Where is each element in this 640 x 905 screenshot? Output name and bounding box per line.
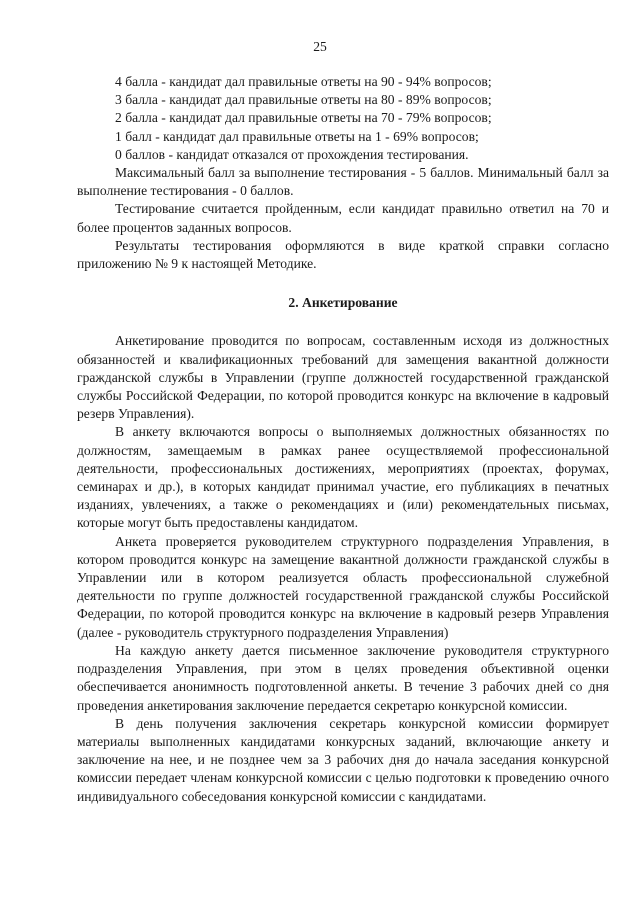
section-heading: 2. Анкетирование [288, 295, 398, 311]
paragraph: На каждую анкету дается письменное заключение руководителя структурного подразделения Управления, при этом в целях проведения объективной оценки обеспечивается анонимность подготовленной анкеты. В течение 3 рабочих дней со дня проведения анкетирования заключение передается секретарю конкурсной комиссии. [77, 642, 609, 713]
paragraph: Результаты тестирования оформляются в виде краткой справки согласно приложению № 9 к настоящей Методике. [77, 237, 609, 272]
score-line: 3 балла - кандидат дал правильные ответы на 80 - 89% вопросов; [115, 92, 492, 108]
score-line: 0 баллов - кандидат отказался от прохождения тестирования. [115, 146, 469, 162]
paragraph: Анкета проверяется руководителем структурного подразделения Управления, в котором проводится конкурс на замещение вакантной должности гражданской службы в Управлении или в котором реализуется область профессиональной служебной деятельности по группе должностей государственной гражданской службы Российской Федерации, по которой проводится конкурс на включение в кадровый резерв Управления (далее - руководитель структурного подразделения Управления) [77, 533, 609, 640]
page-number: 25 [313, 39, 327, 54]
paragraph: Тестирование считается пройденным, если кандидат правильно ответил на 70 и более процентов заданных вопросов. [77, 201, 609, 235]
score-line: 2 балла - кандидат дал правильные ответы на 70 - 79% вопросов; [115, 110, 492, 126]
paragraph: Максимальный балл за выполнение тестирования - 5 баллов. Минимальный балл за выполнение тестирования - 0 баллов. [77, 165, 609, 199]
page-content [77, 73, 609, 806]
paragraph: В анкету включаются вопросы о выполняемых должностных обязанностях по должностям, замещаемым в рамках ранее осуществляемой профессиональной деятельности, профессиональных достижениях, мероприятиях (проектах, форумах, семинарах и др.), в которых кандидат принимал участие, его публикациях в печатных изданиях, увлечениях, а также о рекомендациях и (или) рекомендательных письмах, которые могут быть предоставлены кандидатом. [77, 424, 609, 531]
paragraph: В день получения заключения секретарь конкурсной комиссии формирует материалы выполненных кандидатами конкурсных заданий, включающие анкету и заключение на нее, и не позднее чем за 3 рабочих дня до начала заседания конкурсной комиссии передает членам конкурсной комиссии с целью подготовки к проведению очного индивидуального собеседования конкурсной комиссии с кандидатами. [77, 715, 609, 804]
score-line: 4 балла - кандидат дал правильные ответы на 90 - 94% вопросов; [115, 74, 492, 89]
paragraph: Анкетирование проводится по вопросам, составленным исходя из должностных обязанностей и квалификационных требований для замещения вакантной должности гражданской службы в Управлении (группе должностей государственной гражданской службы Российской Федерации, по которой проводится конкурс на включение в кадровый резерв Управления). [77, 333, 609, 422]
score-line: 1 балл - кандидат дал правильные ответы на 1 - 69% вопросов; [115, 128, 479, 144]
